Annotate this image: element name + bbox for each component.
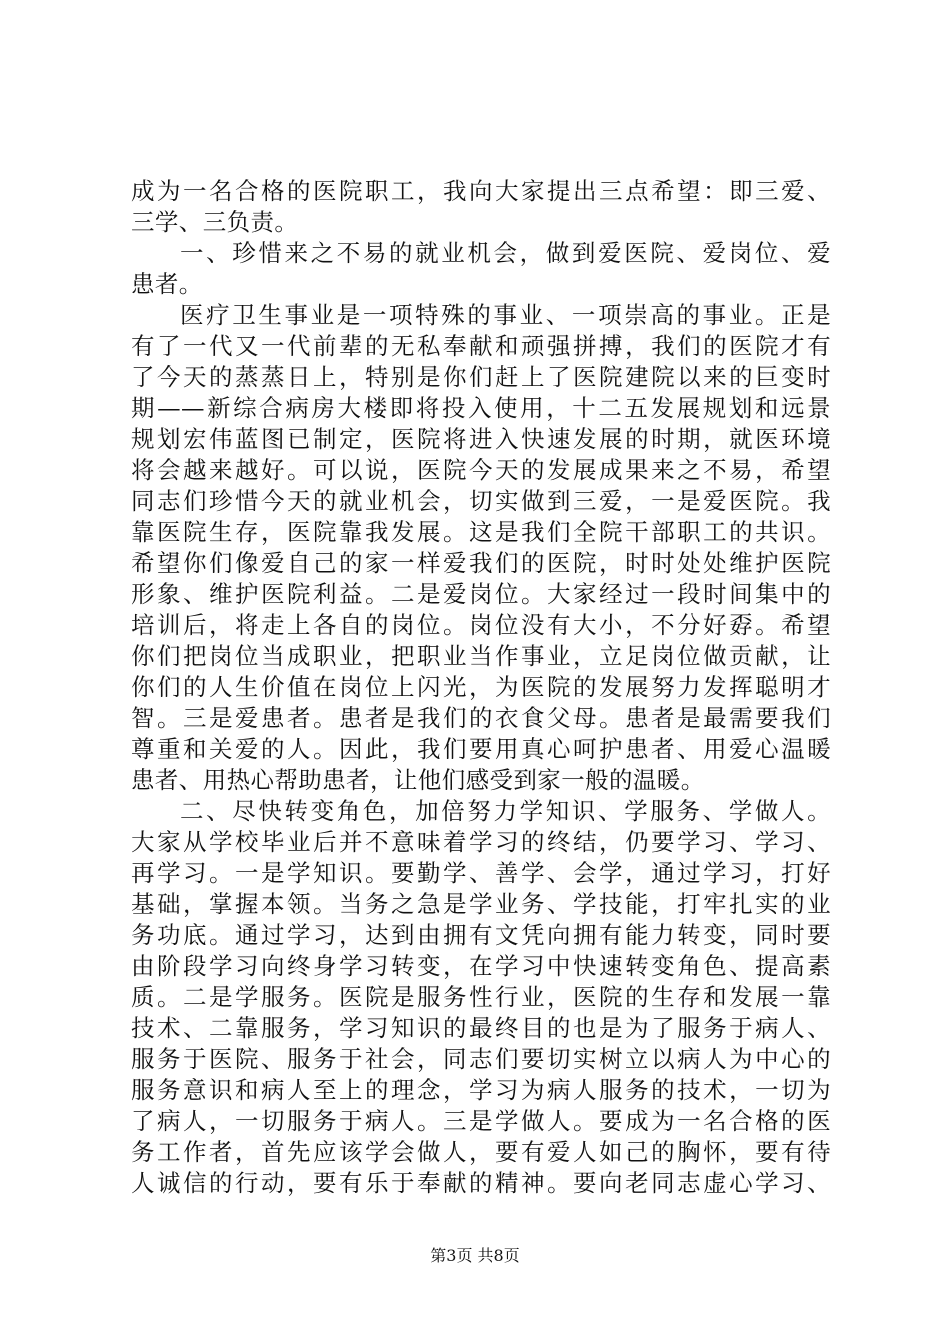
text-line: 形象、维护医院利益。二是爱岗位。大家经过一段时间集中的	[131, 580, 831, 608]
text-line: 服务意识和病人至上的理念，学习为病人服务的技术，一切为	[131, 1076, 831, 1104]
text-line: 服务于医院、服务于社会，同志们要切实树立以病人为中心的	[131, 1045, 831, 1073]
text-line: 成为一名合格的医院职工，我向大家提出三点希望：即三爱、	[131, 177, 831, 205]
text-line: 大家从学校毕业后并不意味着学习的终结，仍要学习、学习、	[131, 828, 831, 856]
text-line: 了今天的蒸蒸日上，特别是你们赶上了医院建院以来的巨变时	[131, 363, 831, 391]
text-line: 希望你们像爱自己的家一样爱我们的医院，时时处处维护医院	[131, 549, 831, 577]
text-line: 将会越来越好。可以说，医院今天的发展成果来之不易，希望	[131, 456, 831, 484]
text-line: 基础，掌握本领。当务之急是学业务、学技能，打牢扎实的业	[131, 890, 831, 918]
text-line: 培训后，将走上各自的岗位。岗位没有大小，不分好孬。希望	[131, 611, 831, 639]
text-line: 智。三是爱患者。患者是我们的衣食父母。患者是最需要我们	[131, 704, 831, 732]
text-line: 医疗卫生事业是一项特殊的事业、一项崇高的事业。正是	[180, 301, 831, 329]
text-line: 你们的人生价值在岗位上闪光，为医院的发展努力发挥聪明才	[131, 673, 831, 701]
text-line: 由阶段学习向终身学习转变，在学习中快速转变角色、提高素	[131, 952, 831, 980]
section-heading-line: 一、珍惜来之不易的就业机会，做到爱医院、爱岗位、爱	[180, 239, 831, 267]
text-line: 患者、用热心帮助患者，让他们感受到家一般的温暖。	[131, 766, 705, 794]
section-heading-line: 患者。	[131, 270, 203, 298]
text-line: 期——新综合病房大楼即将投入使用，十二五发展规划和远景	[131, 394, 831, 422]
text-line: 人诚信的行动，要有乐于奉献的精神。要向老同志虚心学习、	[131, 1169, 831, 1197]
text-line: 务功底。通过学习，达到由拥有文凭向拥有能力转变，同时要	[131, 921, 831, 949]
text-line: 技术、二靠服务，学习知识的最终目的也是为了服务于病人、	[131, 1014, 831, 1042]
text-line: 了病人，一切服务于病人。三是学做人。要成为一名合格的医	[131, 1107, 831, 1135]
text-line: 再学习。一是学知识。要勤学、善学、会学，通过学习，打好	[131, 859, 831, 887]
text-line: 靠医院生存，医院靠我发展。这是我们全院干部职工的共识。	[131, 518, 831, 546]
text-line: 规划宏伟蓝图已制定，医院将进入快速发展的时期，就医环境	[131, 425, 831, 453]
text-line: 有了一代又一代前辈的无私奉献和顽强拼搏，我们的医院才有	[131, 332, 831, 360]
page-number-footer: 第3页 共8页	[430, 1246, 520, 1265]
text-line: 质。二是学服务。医院是服务性行业，医院的生存和发展一靠	[131, 983, 831, 1011]
text-line: 尊重和关爱的人。因此，我们要用真心呵护患者、用爱心温暖	[131, 735, 831, 763]
text-line: 务工作者，首先应该学会做人，要有爱人如己的胸怀，要有待	[131, 1138, 831, 1166]
section-heading-line: 二、尽快转变角色，加倍努力学知识、学服务、学做人。	[180, 797, 831, 825]
text-line: 你们把岗位当成职业，把职业当作事业，立足岗位做贡献，让	[131, 642, 831, 670]
text-line: 三学、三负责。	[131, 208, 299, 236]
text-line: 同志们珍惜今天的就业机会，切实做到三爱，一是爱医院。我	[131, 487, 831, 515]
